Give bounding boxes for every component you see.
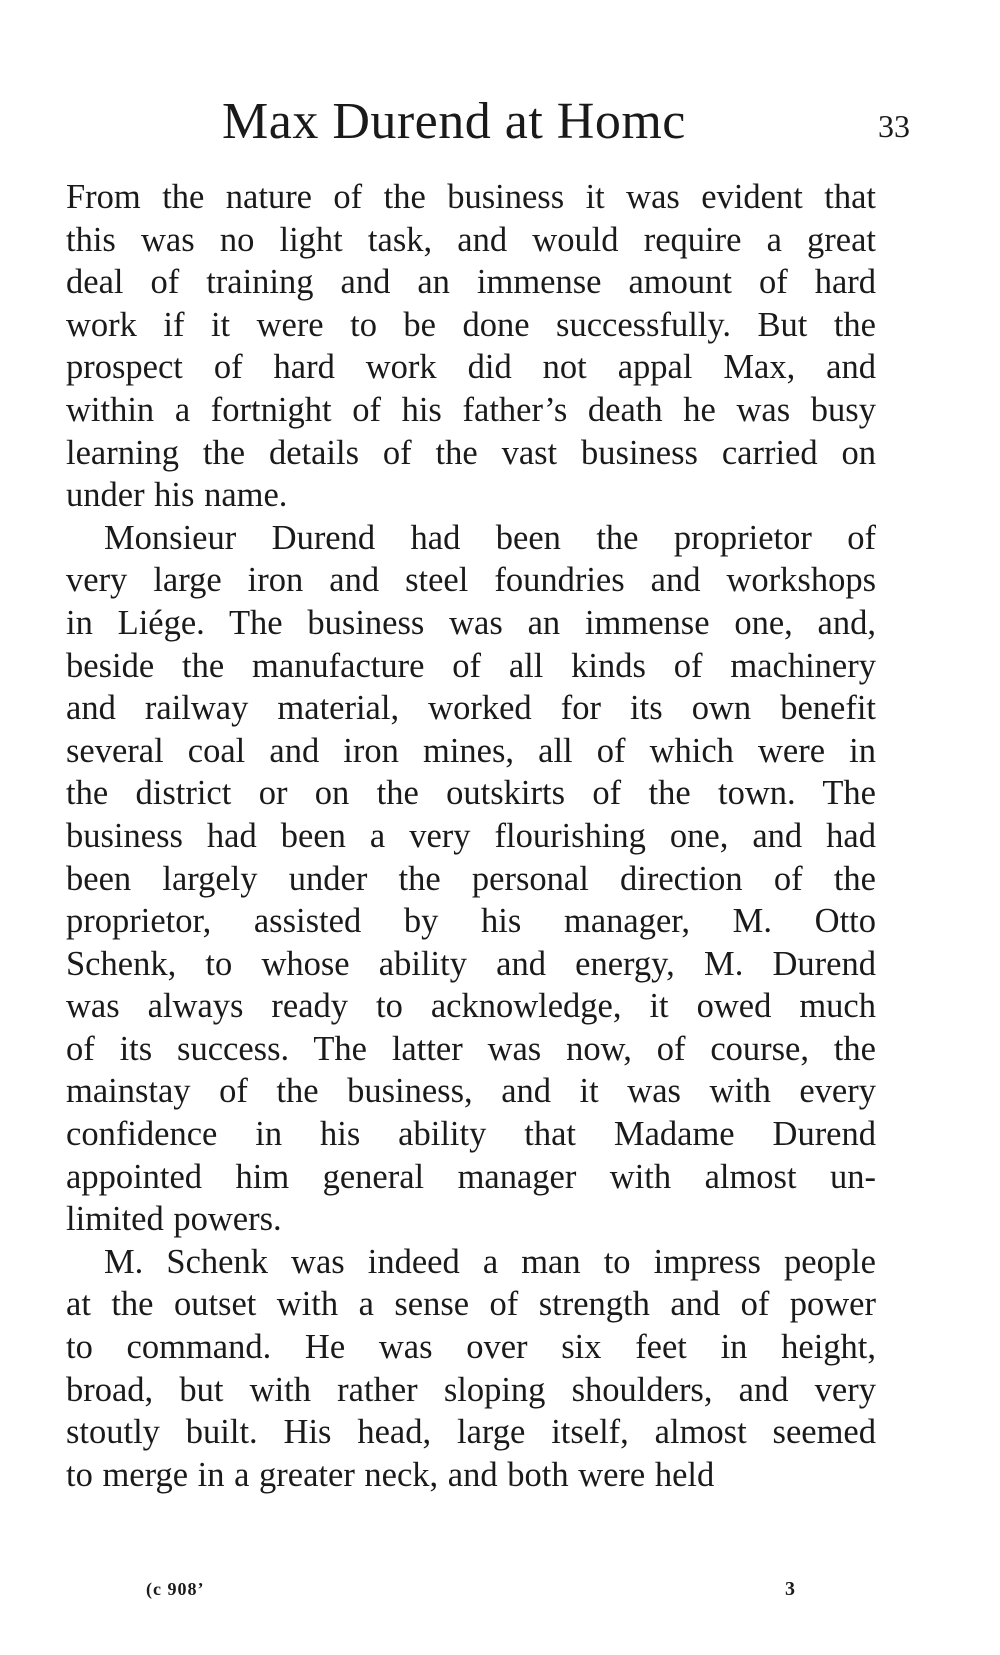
text-line: confidence in his ability that Madame Durend <box>66 1115 876 1154</box>
text-line: business had been a very flourishing one, and had <box>66 816 876 855</box>
text-line: M. Schenk was indeed a man to impress people <box>104 1242 876 1281</box>
paragraph <box>66 1241 876 1497</box>
text-line: and railway material, worked for its own benefit <box>66 689 876 728</box>
running-head <box>0 92 1000 152</box>
signature-number: 3 <box>785 1578 795 1600</box>
text-line: this was no light task, and would require a great <box>66 220 876 259</box>
text-line: learning the details of the vast business carried on <box>66 433 876 472</box>
text-line: of its success. The latter was now, of course, the <box>66 1029 876 1068</box>
text-line: prospect of hard work did not appal Max, and <box>66 348 876 387</box>
text-line: From the nature of the business it was evident that <box>66 178 876 216</box>
text-line: stoutly built. His head, large itself, almost seemed <box>66 1413 876 1452</box>
text-line: Schenk, to whose ability and energy, M. Durend <box>66 944 876 983</box>
paragraph <box>66 517 876 1241</box>
text-line: in Liége. The business was an immense one, and, <box>66 603 876 642</box>
text-line: mainstay of the business, and it was with every <box>66 1072 876 1111</box>
page-number: 33 <box>878 108 910 144</box>
text-line: appointed him general manager with almost un- <box>66 1157 876 1196</box>
text-line: beside the manufacture of all kinds of machinery <box>66 646 876 685</box>
printer-signature: (c 908’ <box>146 1579 205 1599</box>
body-text <box>66 176 876 1496</box>
text-line: proprietor, assisted by his manager, M. Otto <box>66 902 876 941</box>
text-line: within a fortnight of his father’s death he was busy <box>66 390 876 429</box>
text-line: very large iron and steel foundries and workshops <box>66 561 876 600</box>
text-line: at the outset with a sense of strength and of power <box>66 1285 876 1324</box>
text-line: several coal and iron mines, all of which were in <box>66 731 876 770</box>
running-title: Max Durend at Homc <box>222 93 686 150</box>
page-footer <box>0 1577 1000 1607</box>
text-line: been largely under the personal direction of the <box>66 859 876 898</box>
text-line: broad, but with rather sloping shoulders, and very <box>66 1370 876 1409</box>
text-line: under his name. <box>66 476 288 515</box>
text-line: limited powers. <box>66 1200 282 1239</box>
text-line: was always ready to acknowledge, it owed much <box>66 987 876 1026</box>
text-line: the district or on the outskirts of the town. The <box>66 774 876 813</box>
text-line: to merge in a greater neck, and both were held <box>66 1455 715 1494</box>
paragraph <box>66 176 876 517</box>
text-line: to command. He was over six feet in height, <box>66 1328 876 1367</box>
text-line: deal of training and an immense amount of hard <box>66 263 876 302</box>
text-line: work if it were to be done successfully. But the <box>66 305 876 344</box>
text-line: Monsieur Durend had been the proprietor of <box>104 518 876 557</box>
